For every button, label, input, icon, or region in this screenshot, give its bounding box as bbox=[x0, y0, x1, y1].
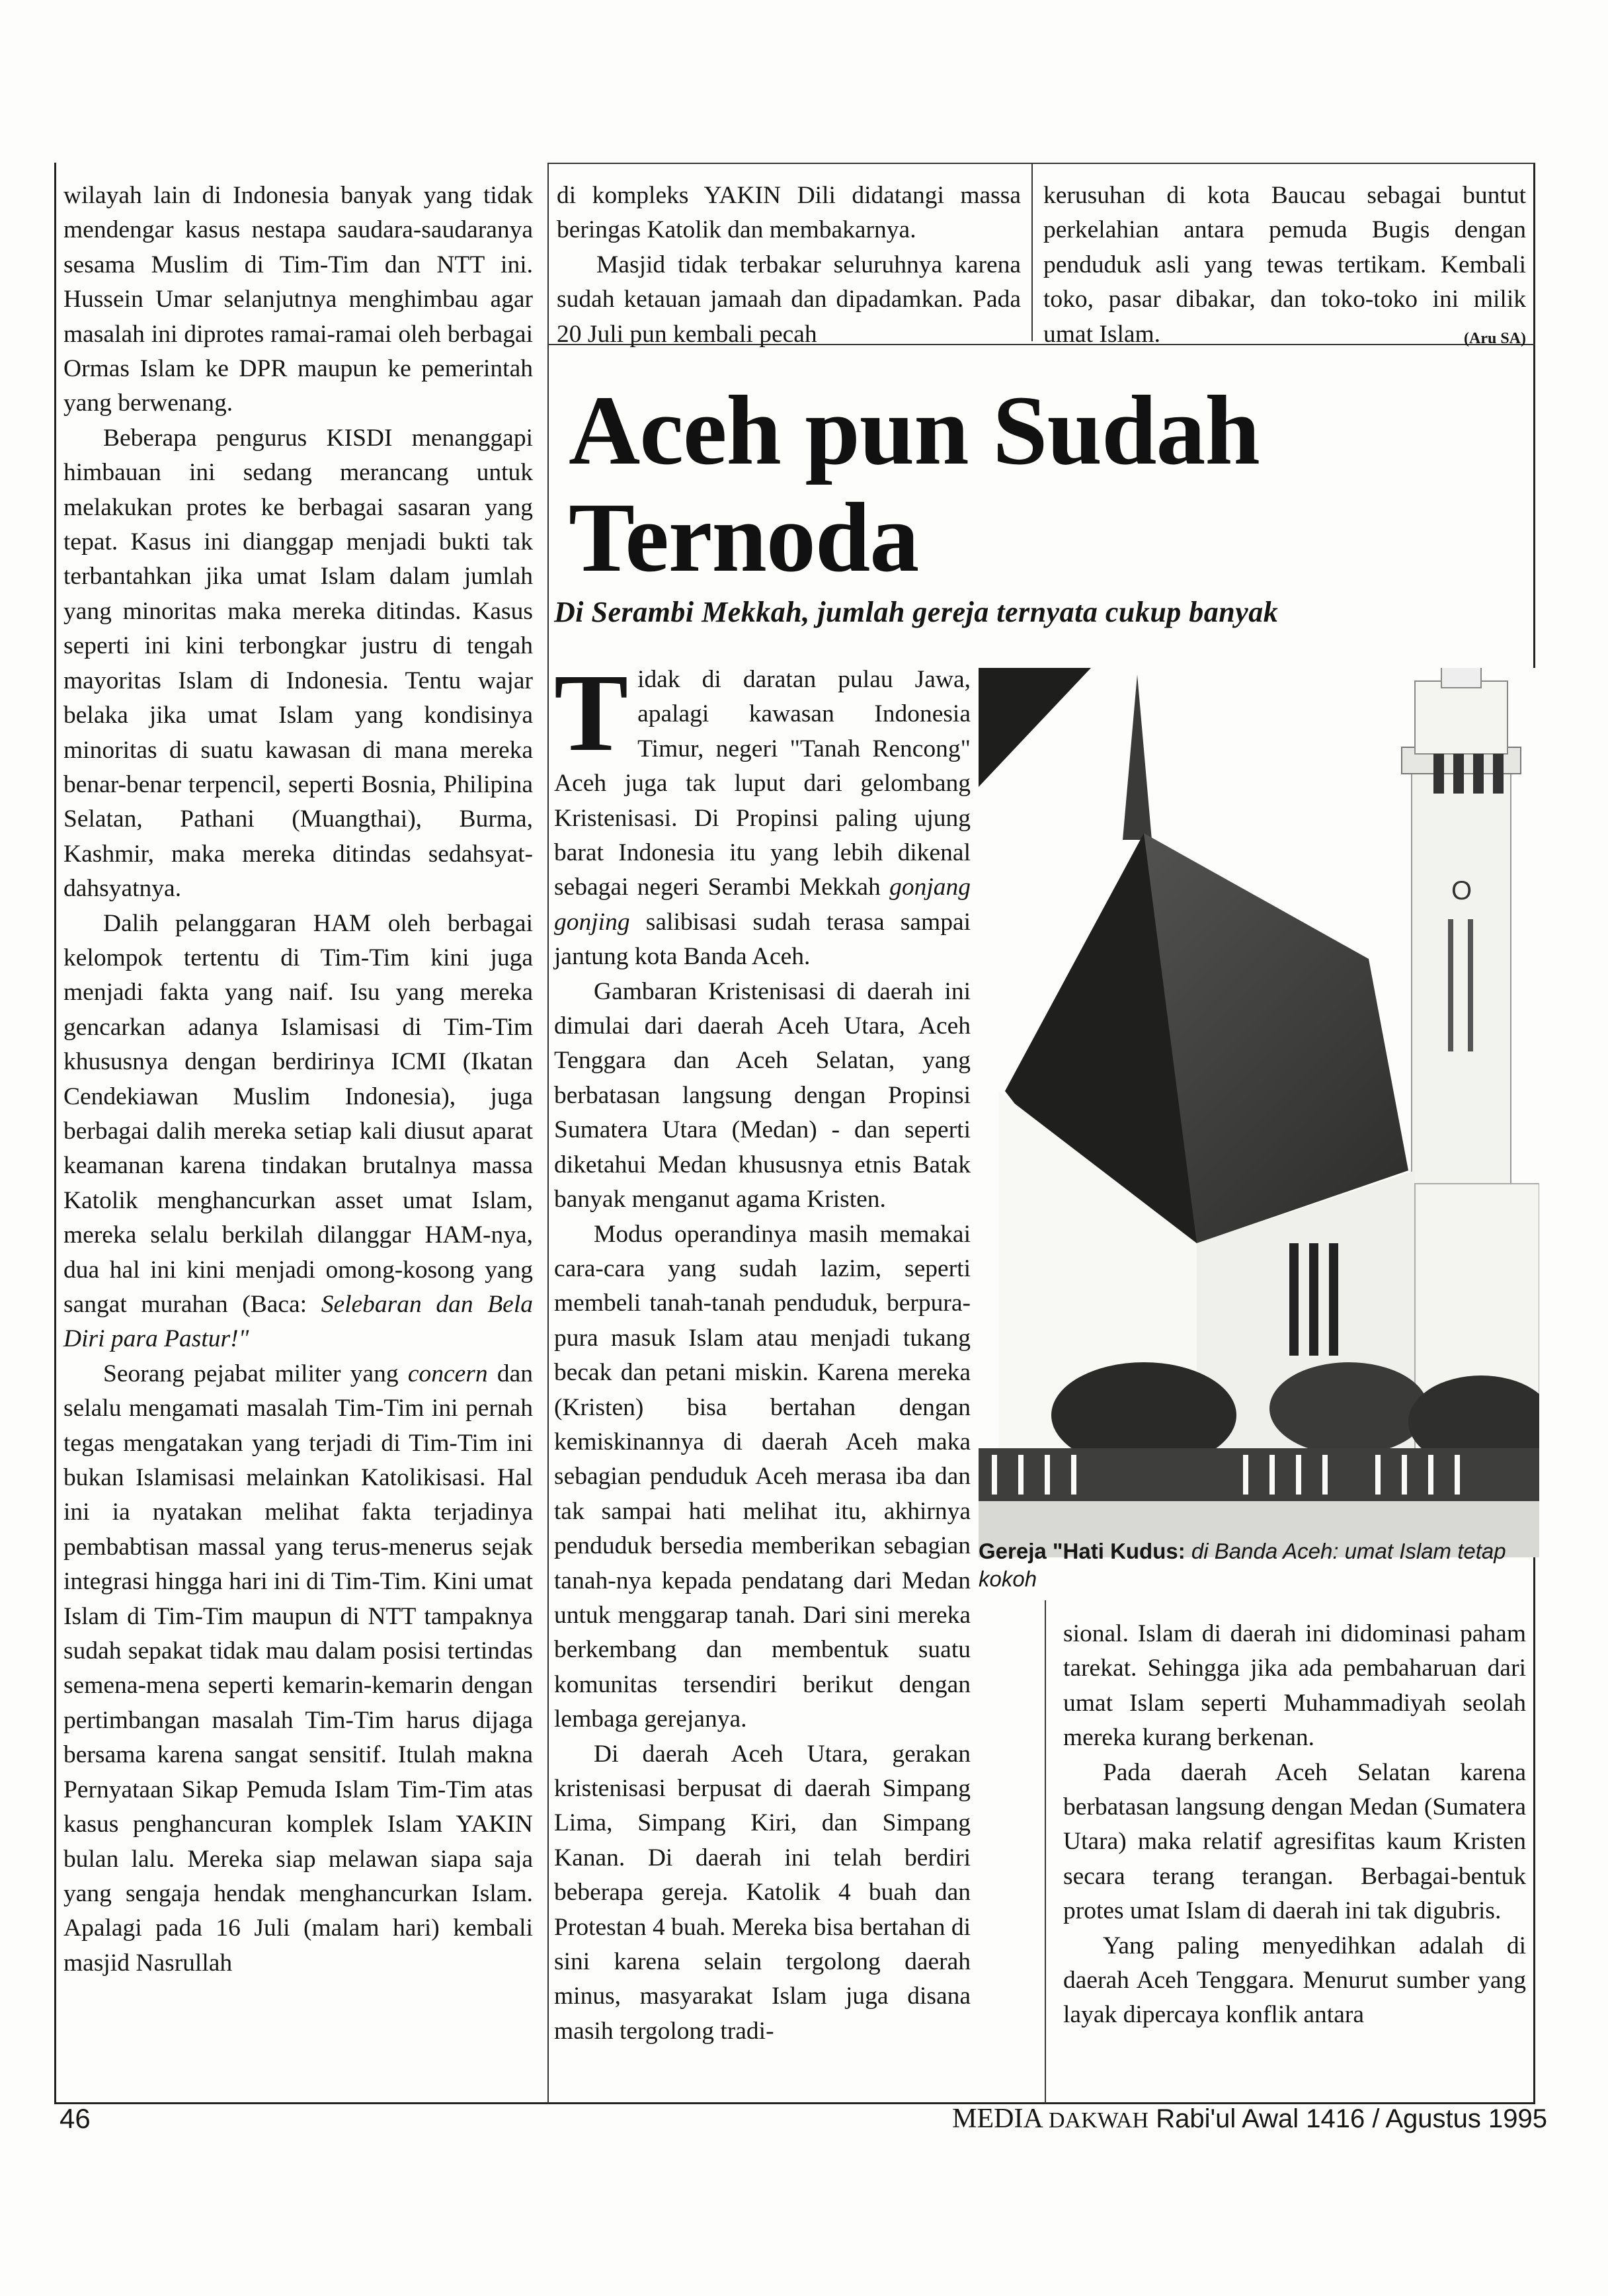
col1-paragraph: Beberapa pengurus KISDI menanggapi himbauan ini sedang merancang untuk melakukan protes ke berbagai sasaran yang tepat. Kasus ini dianggap menjadi bukti tak terbantahkan jika umat Islam dalam jumlah yang minoritas maka mereka ditindas. Kasus seperti ini kini terbongkar justru di tengah mayoritas Islam di Indonesia. Tentu wajar belaka jika umat Islam yang kondisinya minoritas di suatu kawasan di mana mereka benar-benar terpencil, seperti Bosnia, Philipina Selatan, Pathani (Muangthai), Burma, Kashmir, maka mereka ditindas sedahsyat-dahsyatnya. bbox=[63, 424, 533, 903]
col2-paragraph: di kompleks YAKIN Dili didatangi massa beringas Katolik dan membakarnya. bbox=[557, 182, 1021, 244]
col1-text: Dalih pelanggaran HAM oleh berbagai kelompok tertentu di Tim-Tim kini juga menjadi fakta yang naif. Isu yang mereka gencarkan adanya Islamisasi di Tim-Tim khususnya dengan berdirinya ICMI (Ikatan Cendekiawan Muslim Indonesia), juga berbagai dalih mereka setiap kali diusut aparat keamanan karena tindakan brutalnya massa Katolik menghancurkan asset umat Islam, mereka selalu berkilah dilanggar HAM-nya, dua hal ini kini menjadi omong-kosong yang sangat murahan (Baca: bbox=[63, 909, 533, 1318]
body-paragraph-lead bbox=[554, 651, 971, 975]
headline-line-1: Aceh pun Sudah bbox=[569, 376, 1260, 485]
body-paragraph: Gambaran Kristenisasi di daerah ini dimulai dari daerah Aceh Utara, Aceh Tenggara dan Aceh Selatan, yang berbatasan langsung dengan Propinsi Sumatera Utara (Medan) - dan seperti diketahui Medan khususnya etnis Batak banyak menganut agama Kristen. bbox=[554, 977, 971, 1213]
subheadline: Di Serambi Mekkah, jumlah gereja ternyata cukup banyak bbox=[554, 596, 1279, 628]
masthead bbox=[952, 2104, 1148, 2134]
body-paragraph: Yang paling menyedihkan adalah di daerah Aceh Tenggara. Menurut sumber yang layak dipercaya konflik antara bbox=[1063, 1932, 1526, 2029]
col1-paragraph: wilayah lain di Indonesia banyak yang tidak mendengar kasus nestapa saudara-saudaranya sesama Muslim di Tim-Tim dan NTT ini. Hussein Umar selanjutnya menghimbau agar masalah ini diprotes ramai-ramai oleh berbagai Ormas Islam ke DPR maupun ke pemerintah yang berwenang. bbox=[63, 182, 533, 417]
photo-caption bbox=[979, 1538, 1547, 1593]
col1-paragraph bbox=[63, 907, 533, 1357]
caption-italic: di Banda Aceh: umat Islam tetap kokoh bbox=[979, 1539, 1506, 1591]
headline bbox=[569, 377, 1260, 591]
column-2-top bbox=[557, 179, 1021, 352]
body-text: salibisasi sudah terasa sampai jantung kota Banda Aceh. bbox=[554, 908, 971, 971]
page-number: 46 bbox=[60, 2103, 91, 2134]
col2-paragraph: Masjid tidak terbakar seluruhnya karena sudah ketauan jamaah dan dipadamkan. Pada 20 Juli pun kembali pecah bbox=[557, 251, 1021, 348]
col1-italic-text: Selebaran dan Bela Diri para Pastur!" bbox=[63, 1291, 533, 1353]
church-photo bbox=[979, 668, 1539, 1557]
col3-text: kerusuhan di kota Baucau sebagai buntut perkelahian antara pemuda Bugis dengan penduduk asli yang tewas tertikam. Kembali toko, pasar dibakar, dan toko-toko ini milik umat Islam. bbox=[1043, 182, 1526, 348]
body-left-column bbox=[554, 651, 971, 2049]
svg-text:O: O bbox=[1451, 876, 1472, 905]
masthead-part-2: DAKWAH bbox=[1049, 2108, 1149, 2133]
column-rule-2 bbox=[1031, 163, 1033, 341]
col3-paragraph bbox=[1043, 179, 1526, 352]
column-rule-3 bbox=[1045, 1600, 1046, 2104]
church-photo-icon bbox=[979, 668, 1539, 1557]
col1-text: dan selalu mengamati masalah Tim-Tim ini pernah tegas mengatakan yang terjadi di Tim-Tim ini bukan Islamisasi melainkan Katolikisasi. Hal ini ia nyatakan melihat fakta terjadinya pembabtisan massal yang terus-menerus sejak integrasi hingga hari ini di Tim-Tim. Kini umat Islam di Tim-Tim maupun di NTT tampaknya sudah sepakat tidak mau dalam posisi tertindas semena-mena seperti kemarin-kemarin dengan pertimbangan masalah Tim-Tim harus dijaga bersama karena sangat sensitif. Itulah makna Pernyataan Sikap Pemuda Islam Tim-Tim atas kasus penghancuran komplek Islam YAKIN bulan lalu. Mereka siap melawan siapa saja yang sengaja hendak menghancurkan Islam. Apalagi pada 16 Juli (malam hari) kembali masjid Nasrullah bbox=[63, 1360, 534, 1977]
body-right-column bbox=[1063, 1617, 1526, 2033]
col1-paragraph bbox=[63, 1357, 533, 1981]
page-footer bbox=[60, 2103, 1547, 2143]
top-border-rule bbox=[547, 163, 1535, 164]
body-paragraph: Pada daerah Aceh Selatan karena berbatasan langsung dengan Medan (Sumatera Utara) maka relatif agresifitas kaum Kristen secara terang terangan. Berbagai-bentuk protes umat Islam di daerah ini tak digubris. bbox=[1063, 1758, 1526, 1925]
col1-text: Seorang pejabat militer yang bbox=[103, 1360, 399, 1387]
body-italic-text: gonjang gonjing bbox=[554, 874, 971, 936]
body-paragraph: Di daerah Aceh Utara, gerakan kristenisasi berpusat di daerah Simpang Lima, Simpang Kiri, dan Simpang Kanan. Di daerah ini telah berdiri beberapa gereja. Katolik 4 buah dan Protestan 4 buah. Mereka bisa bertahan di sini karena selain tergolong daerah minus, masyarakat Islam juga disana masih tergolong tradi- bbox=[554, 1740, 971, 2045]
footer-info bbox=[952, 2103, 1547, 2135]
column-rule-1 bbox=[547, 163, 549, 2104]
drop-cap: T bbox=[554, 651, 629, 774]
headline-line-2: Ternoda bbox=[569, 483, 919, 593]
column-1 bbox=[63, 179, 533, 1981]
body-paragraph: Modus operandinya masih memakai cara-cara yang sudah lazim, seperti membeli tanah-tanah penduduk, berpura-pura masuk Islam atau menjadi tukang becak dan petani miskin. Karena mereka (Kristen) bisa bertahan dengan kemiskinannya di daerah Aceh maka sebagian penduduk Aceh merasa iba dan tak sampai hati melihat itu, akhirnya penduduk bersedia memberikan sebagian tanah-nya kepada pendatang dari Medan untuk menggarap tanah. Dari sini mereka berkembang dan membentuk suatu komunitas tersendiri berikut dengan lembaga gerejanya. bbox=[554, 1220, 971, 1733]
body-text: idak di daratan pulau Jawa, apalagi kawasan Indonesia Timur, negeri "Tanah Rencong" Aceh juga tak luput dari gelombang Kristenisasi. Di Propinsi paling ujung barat Indonesia itu yang lebih dikenal sebagai negeri Serambi Mekkah bbox=[554, 666, 971, 901]
body-paragraph: sional. Islam di daerah ini didominasi paham tarekat. Sehingga jika ada pembaharuan dari umat Islam seperti Muhammadiyah seolah mereka kurang berkenan. bbox=[1063, 1620, 1526, 1752]
col1-italic-text: concern bbox=[407, 1360, 488, 1387]
masthead-part-1: MEDIA bbox=[952, 2104, 1042, 2134]
author-signature: (Aru SA) bbox=[1464, 329, 1526, 347]
issue-date: Rabi'ul Awal 1416 / Agustus 1995 bbox=[1156, 2104, 1547, 2133]
column-3-top bbox=[1043, 179, 1526, 356]
caption-bold: Gereja "Hati Kudus: bbox=[979, 1539, 1186, 1563]
